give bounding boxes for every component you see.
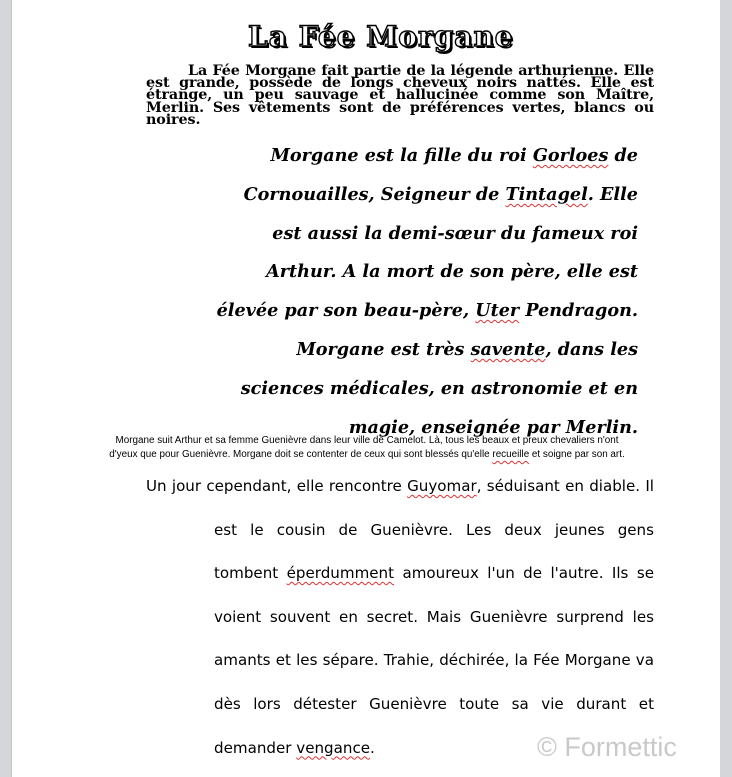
misspelled-word[interactable]: vengance bbox=[296, 738, 371, 757]
text-run: , séduisant en diable. Il est le cousin de Guenièvre. Les deux jeunes gens tombent bbox=[214, 477, 654, 583]
misspelled-word[interactable]: Guyomar bbox=[407, 477, 477, 495]
paragraph-guyomar bbox=[146, 465, 654, 770]
misspelled-word[interactable]: Uter bbox=[475, 300, 520, 322]
text-run: et soigne par son art. bbox=[529, 449, 625, 460]
document-title: La Fée Morgane bbox=[248, 20, 514, 53]
text-run: . bbox=[370, 738, 375, 757]
text-run: Morgane est la fille du roi bbox=[270, 145, 533, 166]
misspelled-word[interactable]: Gorloes bbox=[532, 145, 609, 166]
right-gutter bbox=[720, 0, 732, 777]
text-run: , dans les sciences médicales, en astronomie et en magie, enseignée par Merlin. bbox=[240, 338, 638, 438]
text-run: Pendragon. Morgane est très bbox=[296, 300, 638, 360]
text-run: amoureux l'un de l'autre. Ils se voient souvent en secret. Mais Guenièvre surprend les amants et les sépare. Trahie, déchirée, la Fée Morgane va dès lors détester Guenièvre toute sa vie durant et demander bbox=[214, 564, 654, 757]
text-run: de Cornouailles, Seigneur de bbox=[243, 145, 638, 205]
text-run: Morgane suit Arthur et sa femme Guenièvre dans leur ville de Camelot. Là, tous les beaux et preux chevaliers n'ont d'yeux que pour Guenièvre. Morgane doit se contenter de ceux qui sont blessés qu'elle bbox=[109, 435, 619, 460]
paragraph-origins bbox=[212, 137, 638, 447]
paragraph-intro: La Fée Morgane fait partie de la légende arthurienne. Elle est grande, possède de longs cheveux noirs nattés. Elle est étrange, un peu sauvage et hallucinée comme son Maître, Merlin. Ses vêtements sont de préférences vertes, blancs ou noires. bbox=[146, 63, 654, 128]
misspelled-word[interactable]: savente bbox=[470, 338, 546, 360]
watermark: © Formettic bbox=[537, 732, 677, 762]
misspelled-word[interactable]: Tintagel bbox=[505, 183, 588, 205]
document-page[interactable] bbox=[11, 0, 721, 777]
misspelled-word[interactable]: éperdumment bbox=[286, 564, 395, 583]
misspelled-word[interactable]: recueille bbox=[492, 449, 530, 460]
paragraph-camelot bbox=[108, 434, 626, 462]
text-run: Un jour cependant, elle rencontre bbox=[146, 477, 408, 495]
text-run: . Elle est aussi la demi-sœur du fameux roi Arthur. A la mort de son père, elle est élevée par son beau-père, bbox=[216, 183, 638, 322]
